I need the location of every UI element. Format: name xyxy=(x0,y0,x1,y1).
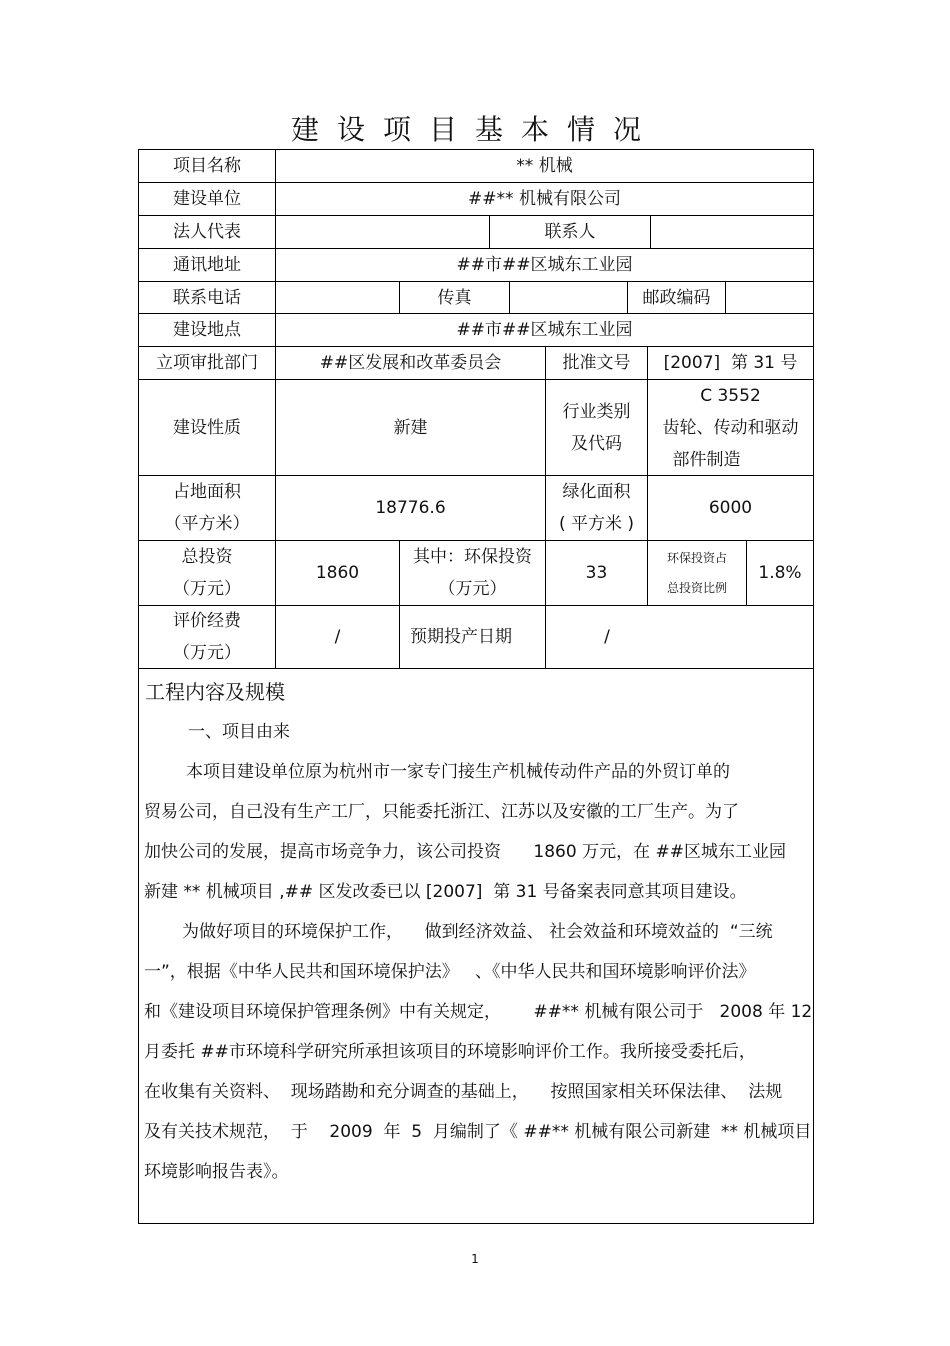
project-name-value: ** 机械 xyxy=(516,156,573,176)
fee-label-line-1: 评价经费 xyxy=(173,611,241,631)
approval-dept-label: 立项审批部门 xyxy=(156,353,258,373)
contact-label: 联系人 xyxy=(544,222,596,242)
project-name-label: 项目名称 xyxy=(173,156,241,176)
text-line: 加快公司的发展，提高市场竞争力，该公司投资 1860 万元，在 ##区城东工业园 xyxy=(144,842,786,862)
approval-no-label: 批准文号 xyxy=(562,353,631,373)
text-line: 一”，根据《中华人民共和国环境保护法》 、《中华人民共和国环境影响评价法》 xyxy=(144,962,756,982)
invest-label-line-2: （万元） xyxy=(173,579,241,599)
area-label-line-1: 占地面积 xyxy=(173,482,241,502)
site-value: ##市##区城东工业园 xyxy=(456,320,633,340)
industry-label xyxy=(546,380,647,475)
phone-label: 联系电话 xyxy=(173,287,241,308)
text-line: 在收集有关资料、 现场踏勘和充分调查的基础上， 按照国家相关环保法律、 法规 xyxy=(144,1082,783,1102)
legal-rep-label: 法人代表 xyxy=(173,222,241,242)
green-label-line-2: ( 平方米 ) xyxy=(558,514,635,534)
industry-code: C 3552 xyxy=(700,385,761,406)
page-title: 建设项目基本情况 xyxy=(290,113,659,146)
industry-value xyxy=(648,380,813,475)
postcode-value xyxy=(726,282,813,313)
ratio-label-line-1: 环保投资占 xyxy=(666,551,727,565)
green-label xyxy=(546,476,647,540)
area-value: 18776.6 xyxy=(375,498,446,518)
fee-label xyxy=(139,606,275,668)
industry-label-line-2: 及代码 xyxy=(571,433,622,454)
address-value: ##市##区城东工业园 xyxy=(456,255,633,275)
text-line: 本项目建设单位原为杭州市一家专门接生产机械传动件产品的外贸订单的 xyxy=(186,762,730,782)
invest-label xyxy=(139,541,275,605)
env-invest-label-line-2: （万元） xyxy=(438,579,507,599)
area-label xyxy=(139,476,275,540)
green-label-line-1: 绿化面积 xyxy=(562,482,631,502)
env-invest-value: 33 xyxy=(585,563,608,583)
section-title: 工程内容及规模 xyxy=(145,680,285,704)
builder-label: 建设单位 xyxy=(173,189,241,209)
builder-value: ##** 机械有限公司 xyxy=(468,189,621,209)
text-line: 月委托 ##市环境科学研究所承担该项目的环境影响评价工作。我所接受委托后， xyxy=(144,1042,756,1062)
ratio-label-line-2: 总投资比例 xyxy=(666,581,727,595)
text-line: 及有关技术规范， 于 2009 年 5 月编制了《 ##** 机械有限公司新建 ** 机械项目 xyxy=(144,1122,812,1142)
env-invest-label xyxy=(400,541,545,605)
text-line: 新建 ** 机械项目 ,## 区发改委已以 [2007] 第 31 号备案表同意其项目建设。 xyxy=(144,882,747,902)
text-line: 环境影响报告表》。 xyxy=(144,1162,289,1182)
industry-name-line-1: 齿轮、传动和驱动 xyxy=(662,417,799,438)
site-label: 建设地点 xyxy=(173,320,241,340)
phone-value xyxy=(276,282,399,313)
env-invest-label-line-1: 其中：环保投资 xyxy=(413,547,532,567)
ratio-value: 1.8% xyxy=(758,563,802,583)
invest-label-line-1: 总投资 xyxy=(181,547,233,567)
invest-value: 1860 xyxy=(315,563,360,583)
industry-name-line-2: 部件制造 xyxy=(672,449,741,470)
industry-label-line-1: 行业类别 xyxy=(562,401,631,422)
approval-no-value: [2007] 第 31 号 xyxy=(663,353,798,373)
approval-dept-value: ##区发展和改革委员会 xyxy=(319,353,502,373)
contact-value xyxy=(651,216,813,248)
start-label: 预期投产日期 xyxy=(410,627,512,647)
page-number: 1 xyxy=(471,1252,479,1266)
start-value: / xyxy=(604,627,610,647)
sub-title: 一、项目由来 xyxy=(188,722,290,742)
area-label-line-2: （平方米） xyxy=(164,514,250,534)
fax-label: 传真 xyxy=(437,287,472,308)
postcode-label: 邮政编码 xyxy=(642,287,711,308)
text-line: 和《建设项目环境保护管理条例》中有关规定， ##** 机械有限公司于 2008 年 12 xyxy=(144,1002,813,1022)
legal-rep-value xyxy=(276,216,489,248)
fee-label-line-2: （万元） xyxy=(173,643,241,663)
ratio-label xyxy=(648,541,746,605)
nature-value: 新建 xyxy=(393,417,428,438)
fax-value xyxy=(510,282,627,313)
text-line: 为做好项目的环境保护工作， 做到经济效益、 社会效益和环境效益的 “三统 xyxy=(182,922,773,942)
green-value: 6000 xyxy=(708,498,753,518)
nature-label: 建设性质 xyxy=(173,417,241,438)
text-line: 贸易公司，自己没有生产工厂，只能委托浙江、江苏以及安徽的工厂生产。为了 xyxy=(144,802,739,822)
fee-value: / xyxy=(334,627,341,647)
address-label: 通讯地址 xyxy=(173,255,241,275)
